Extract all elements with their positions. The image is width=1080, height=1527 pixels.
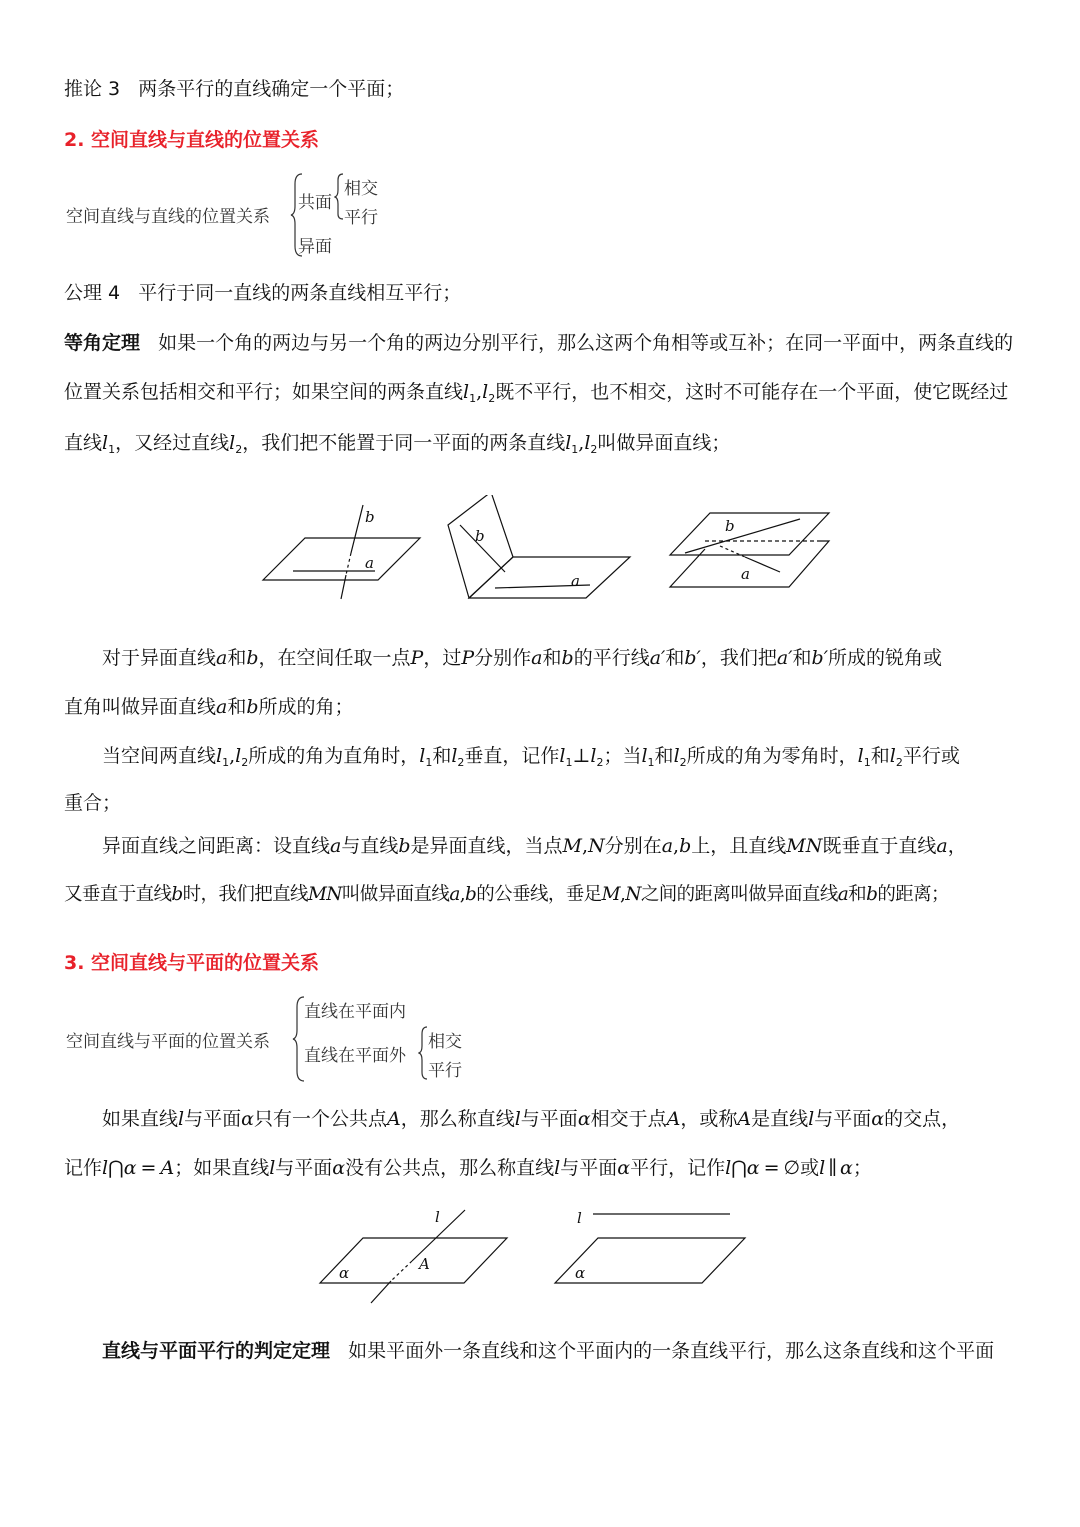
- tree-intersect: 相交: [428, 1032, 462, 1052]
- sub: 1: [571, 443, 579, 456]
- text: 所成的锐角或: [828, 647, 943, 669]
- text: 和: [432, 745, 452, 767]
- sym: b: [465, 884, 477, 905]
- sym: N: [625, 884, 641, 905]
- sym: MN: [786, 835, 823, 857]
- text: ，过: [423, 647, 462, 669]
- sym: A: [386, 1108, 401, 1130]
- section-3-title: 3. 空间直线与平面的位置关系: [64, 952, 320, 974]
- sub: 2: [488, 392, 496, 405]
- sym: N: [588, 835, 605, 857]
- text: 与平面: [520, 1108, 578, 1130]
- sym: ,: [229, 745, 236, 767]
- tree-out-plane: 直线在平面外: [304, 1046, 406, 1066]
- label-b3: b: [725, 517, 735, 535]
- text: ；当: [603, 745, 642, 767]
- perp-line2: 重合；: [64, 792, 122, 814]
- text: 当空间两直线: [102, 745, 217, 767]
- text: 所成的角为直角时，: [248, 745, 420, 767]
- sym: a: [837, 884, 849, 905]
- corollary-text: 两条平行的直线确定一个平面；: [138, 78, 405, 100]
- text: 如果直线: [102, 1108, 179, 1130]
- sym: M: [562, 835, 583, 857]
- line-b-bottom: [341, 575, 346, 599]
- tree-brace-small: [418, 1025, 428, 1081]
- sym: l: [102, 1157, 109, 1179]
- sym: ,: [673, 835, 680, 857]
- text: 分别在: [604, 835, 662, 857]
- sym: b′: [811, 647, 829, 669]
- sym: l: [584, 432, 591, 454]
- sub: 1: [108, 443, 116, 456]
- text: 分别作: [474, 647, 532, 669]
- sym: b: [246, 696, 259, 718]
- sym: l: [102, 432, 109, 454]
- sym: ⋂: [731, 1157, 747, 1179]
- sub: 2: [895, 756, 903, 769]
- sym: l: [229, 432, 236, 454]
- sym: ∅: [783, 1157, 801, 1179]
- sym: A: [737, 1108, 752, 1130]
- skew-angle-line1: [102, 645, 942, 671]
- sym: l: [269, 1157, 276, 1179]
- sym: ∥: [828, 1157, 837, 1179]
- sym: MN: [307, 884, 342, 905]
- text: 和: [848, 884, 867, 905]
- line-l-bottom: [371, 1281, 391, 1303]
- equal-angle-line1: [64, 330, 1013, 356]
- sym: b: [398, 835, 411, 857]
- sub: 2: [590, 443, 598, 456]
- text: 对于异面直线: [102, 647, 217, 669]
- text: ，或称: [680, 1108, 738, 1130]
- sub: 1: [425, 756, 433, 769]
- sym: α: [241, 1108, 254, 1130]
- distance-line1: [102, 833, 967, 859]
- text: ，我们把: [700, 647, 777, 669]
- line-b-hidden: [346, 553, 351, 575]
- text: 与平面: [275, 1157, 333, 1179]
- sub: 1: [647, 756, 655, 769]
- text: 叫做异面直线: [341, 884, 450, 905]
- tree-intersect: 相交: [344, 179, 378, 199]
- text: 直角叫做异面直线: [64, 696, 217, 718]
- text: 和: [227, 696, 247, 718]
- label-alpha: α: [339, 1264, 350, 1282]
- sub: 2: [679, 756, 687, 769]
- text: ；如果直线: [174, 1157, 270, 1179]
- sym: b: [866, 884, 878, 905]
- sym: b′: [684, 647, 701, 669]
- text: 是直线: [751, 1108, 809, 1130]
- sym: ,: [459, 884, 466, 905]
- tree-parallel: 平行: [428, 1061, 462, 1081]
- sym: l: [590, 745, 597, 767]
- label-a3: a: [741, 565, 750, 583]
- text: 异面直线之间距离：设直线: [102, 835, 331, 857]
- line-b-top: [351, 505, 363, 553]
- text: 是异面直线，当点: [410, 835, 563, 857]
- corollary-label: 推论 3: [64, 78, 121, 100]
- text: ；: [852, 1157, 872, 1179]
- sym: α: [839, 1157, 853, 1179]
- text: 和: [227, 647, 247, 669]
- sym: ⋂: [108, 1157, 124, 1179]
- sym: l: [725, 1157, 732, 1179]
- sym: a: [661, 835, 674, 857]
- sym: b: [561, 647, 574, 669]
- text: ，: [947, 835, 967, 857]
- figure-skew-lines: [255, 495, 635, 610]
- text: 和: [542, 647, 562, 669]
- sym: α: [746, 1157, 760, 1179]
- sym: ,: [476, 381, 483, 403]
- tree-root: 空间直线与平面的位置关系: [66, 1032, 270, 1052]
- text: 与直线: [341, 835, 399, 857]
- text: 和: [870, 745, 890, 767]
- text: ，在空间任取一点: [258, 647, 411, 669]
- text: 的距离；: [877, 884, 949, 905]
- axiom-4: [64, 280, 461, 306]
- text: 只有一个公共点: [253, 1108, 387, 1130]
- text: 相交于点: [590, 1108, 667, 1130]
- text: 所成的角为零角时，: [686, 745, 858, 767]
- sym: l: [673, 745, 680, 767]
- sym: l: [565, 432, 572, 454]
- judge-text: 如果平面外一条直线和这个平面内的一条直线平行，那么这条直线和这个平面: [348, 1340, 995, 1362]
- sub: 2: [235, 443, 243, 456]
- text: 又垂直于直线: [64, 884, 172, 905]
- line-line-tree: [66, 170, 396, 258]
- sym: a: [216, 696, 228, 718]
- text: 平行或: [902, 745, 960, 767]
- sym: =: [140, 1157, 157, 1179]
- label-A: A: [419, 1255, 430, 1273]
- line-plane-line1: [102, 1106, 960, 1132]
- sym: l: [235, 745, 242, 767]
- equal-angle-line2: [64, 379, 1008, 412]
- sym: b: [679, 835, 692, 857]
- distance-line2: [64, 882, 949, 908]
- text: 直线: [64, 432, 103, 454]
- line-plane-tree: [66, 993, 486, 1085]
- sym: α: [871, 1108, 885, 1130]
- sym: =: [763, 1157, 780, 1179]
- equal-angle-text1: 如果一个角的两边与另一个角的两边分别平行，那么这两个角相等或互补；在同一平面中，两条直线的: [158, 332, 1014, 354]
- sym: a′: [649, 647, 666, 669]
- text: 和: [654, 745, 674, 767]
- sym: l: [808, 1108, 815, 1130]
- text: 与平面: [184, 1108, 242, 1130]
- plane-1: [263, 538, 420, 580]
- line-a3-visible: [745, 557, 780, 572]
- sub: 2: [457, 756, 465, 769]
- text: 和: [792, 647, 812, 669]
- sym: a: [936, 835, 948, 857]
- line-b3: [685, 519, 800, 553]
- text: 垂直，记作: [464, 745, 560, 767]
- text: 位置关系包括相交和平行；如果空间的两条直线: [64, 381, 464, 403]
- line-l-hidden: [391, 1261, 412, 1281]
- tree-coplanar: 共面: [298, 193, 332, 213]
- sym: α: [577, 1108, 591, 1130]
- text: 或: [800, 1157, 820, 1179]
- judge-theorem: [102, 1338, 994, 1364]
- text: 既不平行，也不相交，这时不可能存在一个平面，使它既经过: [495, 381, 1009, 403]
- tree-parallel: 平行: [344, 208, 378, 228]
- figure-line-plane: [315, 1205, 755, 1310]
- equal-angle-label: 等角定理: [64, 332, 141, 354]
- sym: P: [410, 647, 424, 669]
- sym: ,: [582, 835, 589, 857]
- text: 上，且直线: [691, 835, 787, 857]
- text: 与平面: [814, 1108, 872, 1130]
- text: 的公垂线，垂足: [476, 884, 602, 905]
- sym: l: [463, 381, 470, 403]
- text: 之间的距离叫做异面直线: [640, 884, 838, 905]
- text: ，我们把不能置于同一平面的两条直线: [242, 432, 566, 454]
- section-2-title: 2. 空间直线与直线的位置关系: [64, 129, 320, 151]
- text: 既垂直于直线: [822, 835, 937, 857]
- corollary-3: [64, 76, 404, 102]
- sym: l: [482, 381, 489, 403]
- sym: a′: [776, 647, 793, 669]
- equal-angle-line3: [64, 430, 730, 463]
- sym: l: [514, 1108, 521, 1130]
- sym: l: [889, 745, 896, 767]
- text: 时，我们把直线: [182, 884, 308, 905]
- sym: l: [559, 745, 566, 767]
- tree-in-plane: 直线在平面内: [304, 1002, 406, 1022]
- tree-brace-small: [334, 172, 344, 220]
- sym: a: [531, 647, 543, 669]
- line-plane-line2: [64, 1155, 872, 1181]
- tree-root: 空间直线与直线的位置关系: [66, 207, 270, 227]
- sym: l: [819, 1157, 826, 1179]
- text: 的平行线: [573, 647, 650, 669]
- sym: α: [332, 1157, 346, 1179]
- text: ，又经过直线: [115, 432, 230, 454]
- text: 平行，记作: [630, 1157, 726, 1179]
- axiom-text: 平行于同一直线的两条直线相互平行；: [138, 282, 462, 304]
- sym: α: [617, 1157, 631, 1179]
- text: 叫做异面直线；: [597, 432, 731, 454]
- skew-angle-line2: [64, 694, 354, 720]
- sym: b: [246, 647, 259, 669]
- sym: l: [178, 1108, 185, 1130]
- label-b: b: [365, 508, 375, 526]
- sub: 1: [863, 756, 871, 769]
- text: 记作: [64, 1157, 103, 1179]
- sym: A: [666, 1108, 681, 1130]
- label-b2: b: [475, 527, 485, 545]
- sym: α: [123, 1157, 137, 1179]
- text: ，那么称直线: [400, 1108, 515, 1130]
- label-l2: l: [577, 1209, 582, 1227]
- judge-label: 直线与平面平行的判定定理: [102, 1340, 331, 1362]
- label-alpha2: α: [575, 1264, 586, 1282]
- sym: a: [449, 884, 460, 905]
- sub: 2: [596, 756, 604, 769]
- text: 所成的角；: [258, 696, 354, 718]
- text: 与平面: [560, 1157, 618, 1179]
- text: 没有公共点，那么称直线: [345, 1157, 555, 1179]
- sym: b: [171, 884, 183, 905]
- label-a: a: [365, 554, 374, 572]
- sub: 1: [469, 392, 477, 405]
- text: 和: [665, 647, 685, 669]
- axiom-label: 公理 4: [64, 282, 121, 304]
- figure-two-planes: [665, 505, 835, 595]
- sym: P: [461, 647, 475, 669]
- tree-skew: 异面: [298, 237, 332, 257]
- plane-2b: [469, 557, 630, 598]
- sym: a: [216, 647, 228, 669]
- label-a2: a: [571, 572, 580, 590]
- sym: l: [857, 745, 864, 767]
- sub: 1: [565, 756, 573, 769]
- sym: ,: [619, 884, 626, 905]
- sub: 2: [241, 756, 249, 769]
- sym: l: [419, 745, 426, 767]
- sym: ,: [578, 432, 585, 454]
- sym: l: [216, 745, 223, 767]
- label-l: l: [435, 1208, 440, 1226]
- sym: l: [451, 745, 458, 767]
- sym: a: [330, 835, 342, 857]
- perp-line1: [102, 743, 960, 776]
- sym: ⊥: [572, 745, 591, 767]
- sym: l: [641, 745, 648, 767]
- sym: l: [554, 1157, 561, 1179]
- text: 的交点，: [884, 1108, 961, 1130]
- sub: 1: [222, 756, 230, 769]
- sym: A: [160, 1157, 175, 1179]
- sym: M: [601, 884, 620, 905]
